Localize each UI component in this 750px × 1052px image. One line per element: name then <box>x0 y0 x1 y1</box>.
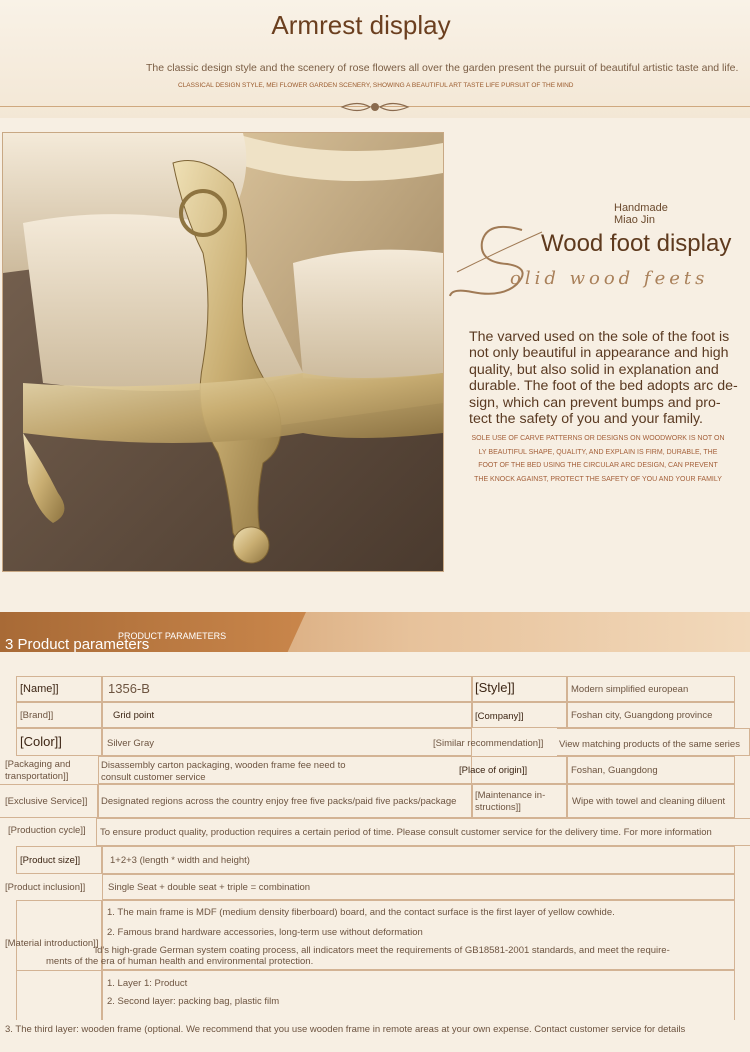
packaging-value <box>98 756 472 784</box>
brand-value: Grid point <box>102 702 472 728</box>
wood-foot-title: Wood foot display <box>541 230 732 257</box>
wood-foot-description: The varved used on the sole of the foot is not only beautiful in appearance and high quality, but also solid in explanation and durable. The foot of the bed adopts arc de- sign, which can prevent bumps and pro- tect the safety of you and your family. <box>469 329 738 428</box>
material-line: ments of the era of human health and environmental protection. <box>46 956 314 967</box>
handmade-label <box>614 202 668 226</box>
packaging-label-line: transportation]] <box>5 771 69 782</box>
script-subtitle: olid wood feets <box>510 268 709 289</box>
inclusion-value: Single Seat + double seat + triple = combination <box>102 874 735 900</box>
packaging-label-line: [Packaging and <box>5 759 71 770</box>
similar-value[interactable]: View matching products of the same series <box>557 728 750 756</box>
maintenance-label-line: [Maintenance in- <box>475 790 546 801</box>
size-value: 1+2+3 (length * width and height) <box>102 846 735 874</box>
maintenance-value: Wipe with towel and cleaning diluent <box>567 784 735 818</box>
cycle-value: To ensure product quality, production requires a certain period of time. Please consult customer service for the delivery time. For more information <box>96 818 750 846</box>
exclusive-label: [Exclusive Service]] <box>0 784 98 818</box>
packaging-label <box>5 759 71 783</box>
header-subtitle: The classic design style and the scenery of rose flowers all over the garden present the pursuit of beautiful artistic taste and life. <box>146 62 739 74</box>
packing-value-cell <box>102 970 735 1020</box>
maintenance-label-line: structions]] <box>475 802 521 813</box>
header-caps-text: CLASSICAL DESIGN STYLE, MEI FLOWER GARDEN SCENERY, SHOWING A BEAUTIFUL ART TASTE LIFE PURSUIT OF THE MIND <box>178 82 574 89</box>
color-label: [Color]] <box>16 728 102 756</box>
exclusive-value: Designated regions across the country enjoy free five packs/paid five packs/package <box>98 784 472 818</box>
style-label: [Style]] <box>472 676 567 702</box>
caps-line: SOLE USE OF CARVE PATTERNS OR DESIGNS ON WOODWORK IS NOT ON <box>471 435 725 442</box>
material-line: 2. Famous brand hardware accessories, long-term use without deformation <box>107 927 423 938</box>
inclusion-label: [Product inclusion]] <box>5 882 86 893</box>
product-parameters-table <box>0 676 750 1052</box>
packaging-value-line: Disassembly carton packaging, wooden frame fee need to <box>101 760 346 771</box>
caps-line: FOOT OF THE BED USING THE CIRCULAR ARC DESIGN, CAN PREVENT <box>478 462 718 470</box>
packing-layer: 2. Second layer: packing bag, plastic film <box>107 996 280 1007</box>
sofa-armrest-photo <box>2 132 444 572</box>
handmade-text: Handmade <box>614 202 668 214</box>
material-line: ld's high-grade German system coating process, all indicators meet the requirements of GB18581-2001 standards, and meet the require- <box>95 945 670 956</box>
color-value: Silver Gray <box>102 728 472 756</box>
size-label: [Product size]] <box>16 846 102 874</box>
wood-foot-caps-text <box>452 432 744 486</box>
packing-layer: 1. Layer 1: Product <box>107 978 188 989</box>
name-label: [Name]] <box>16 676 102 702</box>
packing-label-cell <box>16 970 102 1020</box>
brand-label: [Brand]] <box>16 702 102 728</box>
similar-label: [Similar recommendation]] <box>433 738 544 749</box>
company-label: [Company]] <box>472 702 567 728</box>
sofa-photo-illustration <box>3 133 443 571</box>
packaging-value-line: consult customer service <box>101 772 206 783</box>
caps-line: THE KNOCK AGAINST, PROTECT THE SAFETY OF YOU AND YOUR FAMILY <box>474 475 722 483</box>
script-s-icon <box>447 222 547 302</box>
maintenance-label <box>472 784 567 818</box>
origin-label: [Place of origin]] <box>457 756 567 784</box>
caps-line: LY BEAUTIFUL SHAPE, QUALITY, AND EXPLAIN IS FIRM, DURABLE, THE <box>478 448 718 456</box>
material-line: 1. The main frame is MDF (medium density fiberboard) board, and the contact surface is the first layer of yellow cowhide. <box>107 907 615 918</box>
ornament-icon <box>340 100 410 114</box>
section-title: 3 Product parameters <box>5 636 150 653</box>
origin-value: Foshan, Guangdong <box>567 756 735 784</box>
company-value: Foshan city, Guangdong province <box>567 702 735 728</box>
name-value: 1356-B <box>102 676 472 702</box>
section-band-label: PRODUCT PARAMETERS <box>118 631 227 641</box>
page-title: Armrest display <box>271 10 451 40</box>
cycle-label: [Production cycle]] <box>8 825 86 836</box>
maker-name: Miao Jin <box>614 214 655 226</box>
style-value: Modern simplified european <box>567 676 735 702</box>
packing-layer: 3. The third layer: wooden frame (optional. We recommend that you use wooden frame in remote areas at your own expense. Contact customer service for details <box>5 1024 686 1035</box>
material-label: [Material introduction]] <box>5 938 99 949</box>
